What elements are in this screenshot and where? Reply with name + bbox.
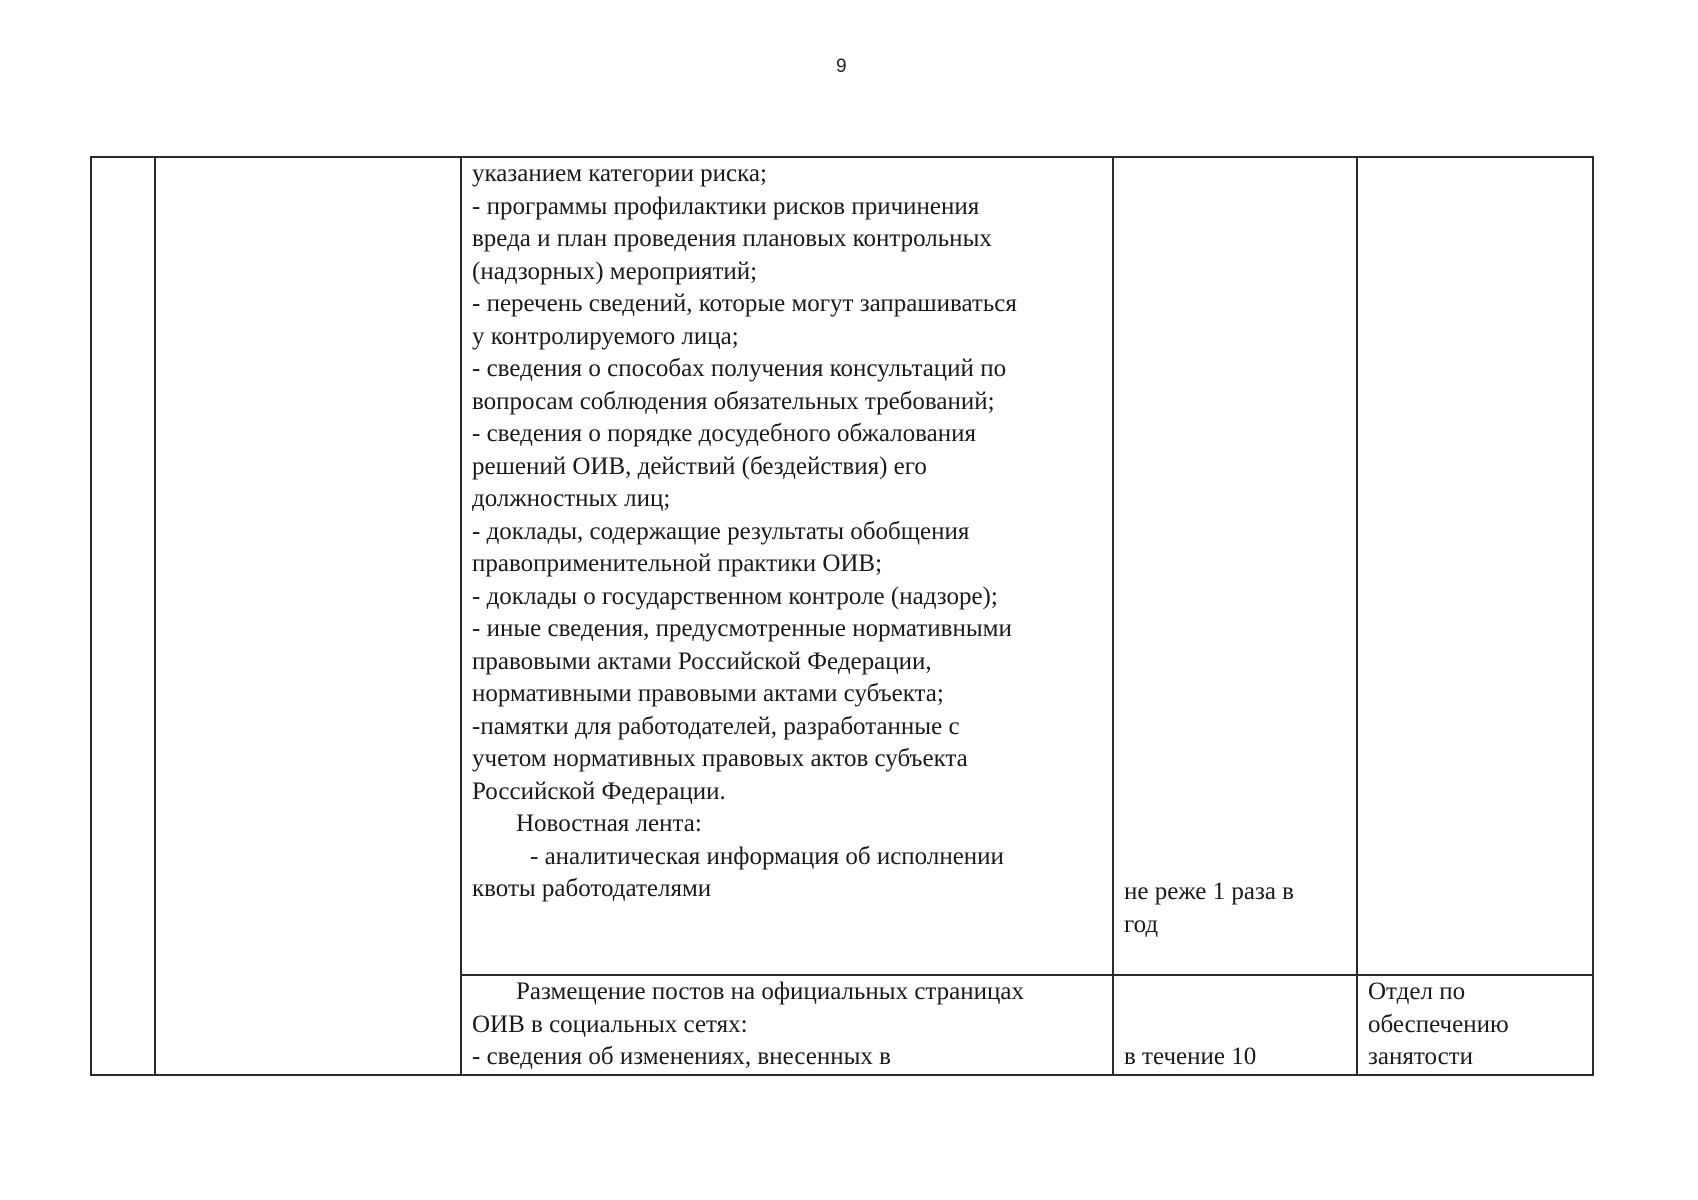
description-line: правоприменительной практики ОИВ; — [472, 550, 883, 577]
description-line: - иные сведения, предусмотренные нормативными — [472, 615, 1012, 642]
description-line: - доклады о государственном контроле (надзоре); — [472, 582, 998, 610]
description-cell — [461, 975, 1113, 1075]
description-line: указанием категории риска; — [472, 160, 767, 187]
period-text: не реже 1 раза в — [1124, 878, 1294, 905]
responsible-text: занятости — [1368, 1043, 1473, 1070]
description-line: - программы профилактики рисков причинения — [472, 192, 980, 220]
news-feed-item-continuation: квоты работодателями — [472, 875, 712, 902]
responsible-cell — [1357, 157, 1593, 975]
description-line: нормативными правовыми актами субъекта; — [472, 680, 944, 707]
number-cell — [91, 157, 155, 1075]
description-line: вреда и план проведения плановых контрольных — [472, 225, 992, 252]
responsible-text: Отдел по — [1368, 978, 1466, 1005]
description-line: - сведения о порядке досудебного обжалования — [472, 420, 976, 447]
description-line: учетом нормативных правовых актов субъекта — [472, 745, 968, 772]
responsible-text: обеспечению — [1368, 1010, 1509, 1038]
description-line: решений ОИВ, действий (бездействия) его — [472, 452, 927, 480]
period-cell — [1113, 975, 1357, 1075]
description-line: - сведения о способах получения консультаций по — [472, 355, 1007, 382]
description-line: (надзорных) мероприятий; — [472, 257, 758, 285]
news-feed-item: - аналитическая информация об исполнении — [530, 842, 1004, 870]
description-line: Российской Федерации. — [472, 777, 726, 805]
description-line: должностных лиц; — [472, 485, 671, 512]
description-line: -памятки для работодателей, разработанные с — [472, 712, 960, 740]
responsible-cell — [1357, 975, 1593, 1075]
description-line: вопросам соблюдения обязательных требований; — [472, 387, 995, 415]
description-line: - доклады, содержащие результаты обобщения — [472, 517, 970, 545]
description-line: ОИВ в социальных сетях: — [472, 1010, 748, 1038]
description-line: у контролируемого лица; — [472, 322, 739, 350]
period-cell — [1113, 157, 1357, 975]
description-line: - перечень сведений, которые могут запрашиваться — [472, 290, 1017, 317]
description-cell — [461, 157, 1113, 975]
news-feed-heading: Новостная лента: — [516, 810, 702, 837]
description-line: - сведения об изменениях, внесенных в — [472, 1043, 891, 1070]
description-line: правовыми актами Российской Федерации, — [472, 647, 932, 675]
period-text: год — [1124, 910, 1159, 938]
page-number: 9 — [836, 56, 847, 77]
table-row — [91, 157, 1593, 975]
period-text: в течение 10 — [1124, 1043, 1257, 1070]
measure-name-cell — [155, 157, 461, 1075]
description-line: Размещение постов на официальных страницах — [516, 978, 1024, 1005]
measures-table — [90, 156, 1594, 1076]
